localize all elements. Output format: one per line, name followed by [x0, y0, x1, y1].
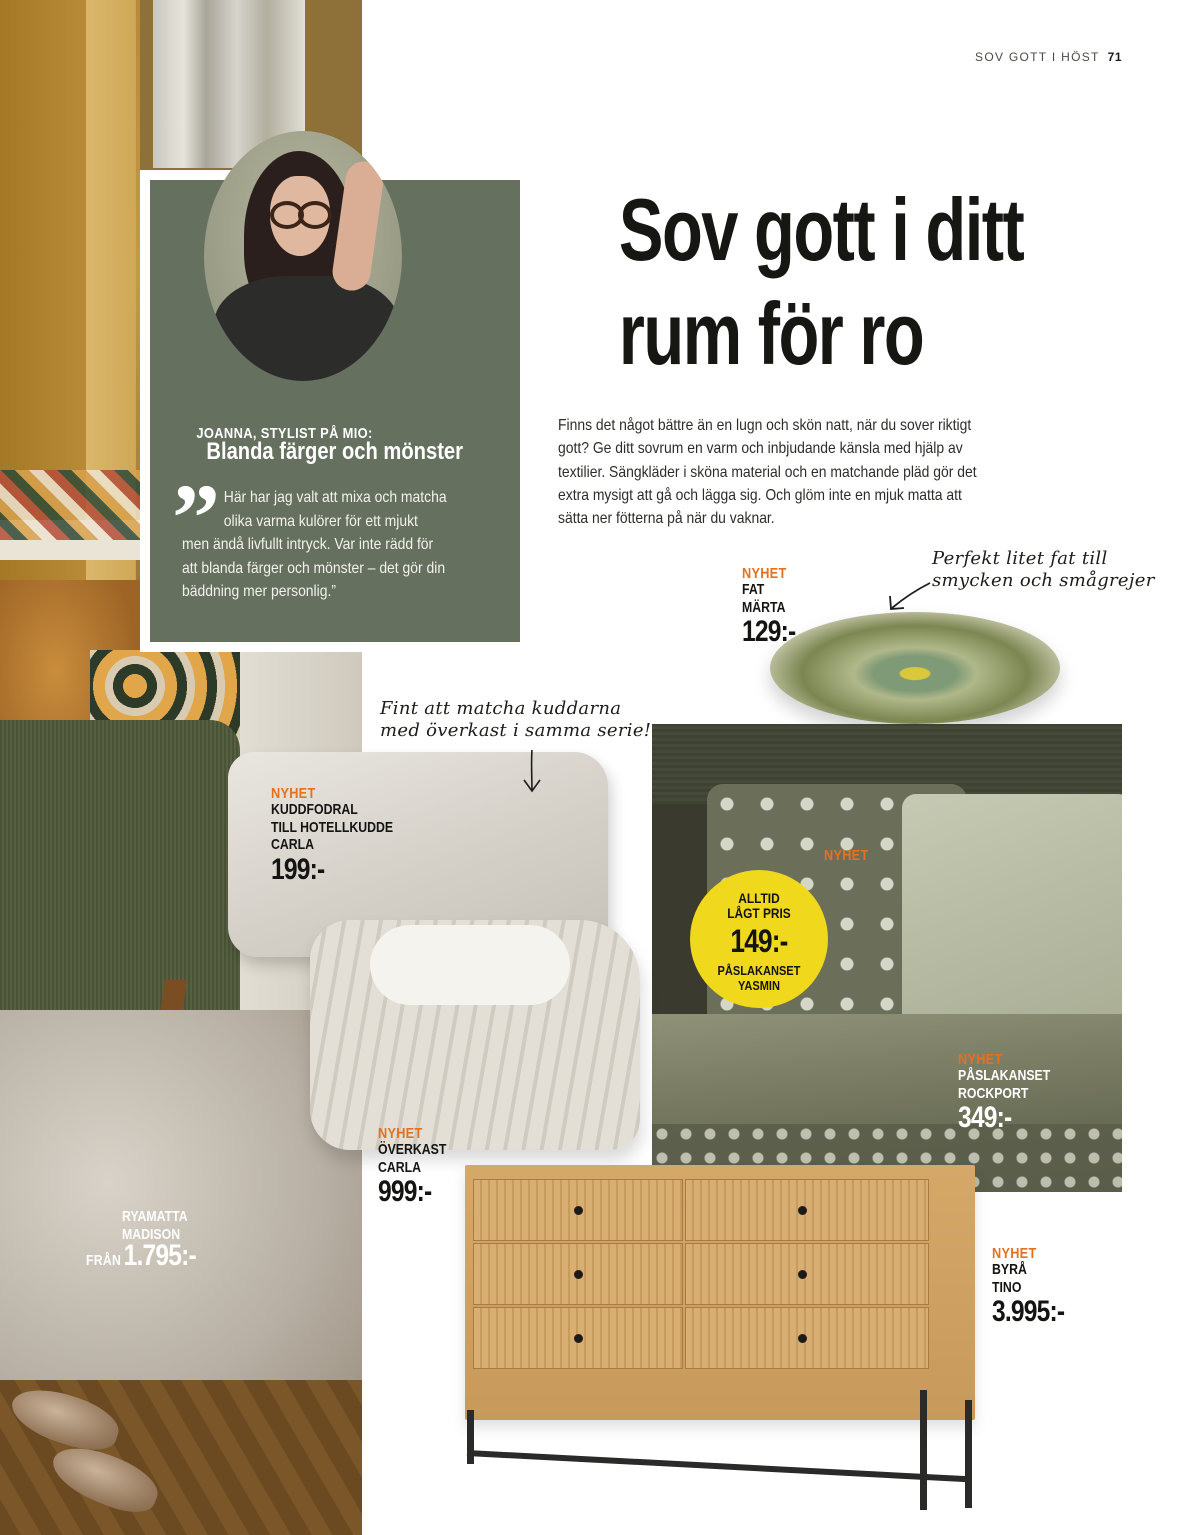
new-badge: NYHET: [958, 1051, 1003, 1068]
bubble-line: ALLTID: [738, 890, 780, 906]
product-price: 1.795:-: [123, 1239, 196, 1272]
knob-icon: [798, 1206, 807, 1215]
throw-fold: [370, 925, 570, 1005]
new-badge: NYHET: [271, 785, 316, 802]
glasses-icon: [270, 201, 332, 223]
intro-line: sätta ner fötterna på när du vaknar.: [558, 510, 775, 528]
product-name: ROCKPORT: [958, 1084, 1029, 1102]
section-title: SOV GOTT I HÖST: [975, 50, 1100, 64]
note-line: Perfekt litet fat till: [932, 548, 1108, 569]
quote-line: Här har jag valt att mixa och matcha: [223, 489, 447, 506]
folded-bedding: [0, 470, 140, 540]
panel-frame-bottom: [140, 642, 520, 652]
product-name: KUDDFODRAL: [271, 801, 358, 818]
knob-icon: [574, 1334, 583, 1343]
running-head: [975, 50, 1122, 64]
price-row: [86, 1241, 196, 1276]
note-line: med överkast i samma serie!: [380, 720, 652, 741]
stylist-kicker: JOANNA, STYLIST PÅ MIO:: [196, 425, 373, 442]
product-tag-rug: [122, 1208, 202, 1243]
cushion-note: [380, 698, 651, 742]
intro-line: Finns det något bättre än en lugn och skön natt, när du sover riktigt: [558, 417, 972, 434]
product-tag-throw: [378, 1126, 461, 1207]
headline-line: rum för ro: [618, 284, 924, 383]
page-number: 71: [1107, 50, 1122, 64]
dresser-leg: [965, 1400, 972, 1508]
knob-icon: [574, 1270, 583, 1279]
note-line: Fint att matcha kuddarna: [380, 698, 622, 719]
intro-line: gott? Ge ditt sovrum en varm och inbjudande känsla med hjälp av: [558, 440, 963, 458]
product-tag-dresser: [992, 1246, 1080, 1327]
drawer: [685, 1307, 929, 1369]
panel-frame-left: [140, 170, 150, 650]
intro-line: textilier. Sängkläder i sköna material och en matchande pläd gör det: [558, 463, 977, 481]
dresser-frame: [465, 1420, 975, 1520]
product-price: 199:-: [271, 852, 325, 886]
product-tag-yasmin-badge: [824, 848, 876, 863]
product-name: MÄRTA: [742, 598, 786, 616]
product-name: PÅSLAKANSET: [958, 1067, 1051, 1084]
green-bed-base: [0, 720, 240, 1030]
intro-paragraph: [558, 414, 1078, 530]
product-tag-cushion: [271, 786, 420, 885]
quote-line: att blanda färger och mönster – det gör din: [182, 559, 446, 577]
product-name: CARLA: [271, 836, 315, 853]
from-label: FRÅN: [86, 1252, 122, 1269]
drawer: [473, 1307, 683, 1369]
bubble-line: LÅGT PRIS: [727, 905, 791, 921]
drawer: [473, 1243, 683, 1305]
product-name: CARLA: [378, 1158, 422, 1176]
product-price: 999:-: [378, 1175, 432, 1208]
knob-icon: [798, 1334, 807, 1343]
product-price: 3.995:-: [992, 1295, 1065, 1328]
note-line: smycken och smågrejer: [932, 570, 1155, 591]
arrow-down-icon: [520, 748, 544, 794]
drawer: [685, 1243, 929, 1305]
quote-line: bäddning mer personlig.”: [182, 583, 336, 600]
new-badge: NYHET: [378, 1125, 423, 1142]
product-tag-dish: [742, 566, 807, 647]
quote-mark-icon: ”: [172, 464, 212, 571]
price-bubble-yasmin: [690, 870, 828, 1008]
headline-line: Sov gott i ditt: [618, 180, 1024, 279]
bubble-line: PÅSLAKANSET: [717, 963, 801, 978]
bubble-label: [700, 891, 817, 921]
product-name: ÖVERKAST: [378, 1141, 447, 1158]
product-price-rug: [86, 1240, 220, 1276]
portrait-body: [214, 276, 399, 381]
bubble-product: [700, 963, 817, 993]
arrow-down-left-icon: [886, 580, 932, 612]
dish-photo: [770, 612, 1060, 724]
product-name: TINO: [992, 1278, 1022, 1296]
intro-line: extra mysigt att gå och lägga sig. Och glöm inte en mjuk matta att: [558, 486, 962, 504]
product-price: 349:-: [958, 1101, 1012, 1134]
drawer: [685, 1179, 929, 1241]
bubble-line: YASMIN: [738, 978, 780, 993]
dresser-rail: [467, 1450, 967, 1482]
product-name: FAT: [742, 581, 765, 598]
new-badge: NYHET: [742, 565, 787, 582]
page-headline: [619, 178, 1023, 386]
product-name: TILL HOTELLKUDDE: [271, 818, 394, 836]
knob-icon: [798, 1270, 807, 1279]
dish-note: [932, 548, 1155, 592]
plain-pillow: [902, 794, 1122, 1034]
product-tag-rockport: [958, 1052, 1071, 1133]
product-name: MADISON: [122, 1225, 181, 1243]
new-badge: NYHET: [992, 1245, 1037, 1262]
stylist-portrait: [204, 131, 402, 381]
stylist-title: Blanda färger och mönster: [206, 438, 463, 465]
stylist-quote: [182, 486, 512, 604]
knob-icon: [574, 1206, 583, 1215]
new-badge: NYHET: [824, 847, 869, 864]
drawer: [473, 1179, 683, 1241]
bubble-price: 149:-: [730, 923, 788, 959]
product-price: 129:-: [742, 615, 796, 648]
product-name: BYRÅ: [992, 1261, 1027, 1278]
quote-line: olika varma kulörer för ett mjukt: [223, 512, 418, 530]
product-name: RYAMATTA: [122, 1208, 188, 1225]
quote-line: men ändå livfullt intryck. Var inte rädd för: [182, 536, 434, 553]
dresser-photo: [465, 1165, 975, 1420]
dresser-leg: [920, 1390, 927, 1510]
